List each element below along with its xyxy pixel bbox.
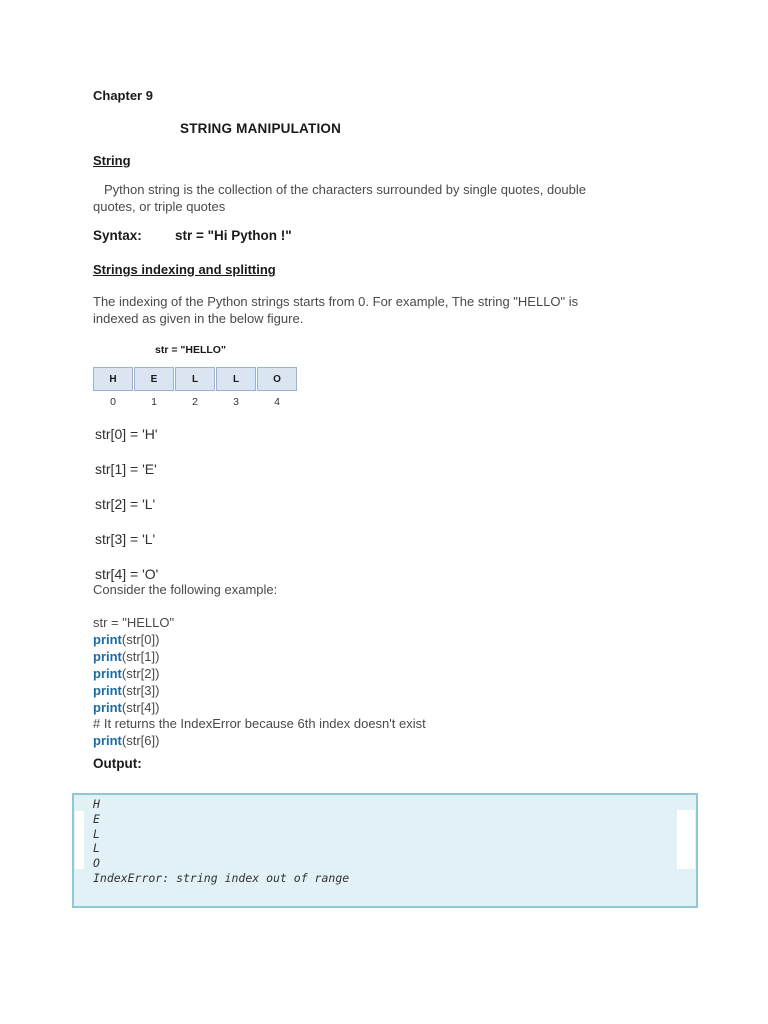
keyword: print	[93, 631, 122, 647]
syntax-label: Syntax:	[93, 228, 142, 243]
syntax-line	[93, 228, 292, 243]
index-example-line: str[4] = 'O'	[95, 566, 159, 582]
keyword: print	[93, 665, 122, 681]
code-text: (str[3])	[121, 682, 160, 698]
index-number: 1	[151, 396, 157, 408]
index-number: 2	[192, 396, 198, 408]
paragraph-line: quotes, or triple quotes	[93, 198, 226, 214]
code-line	[93, 615, 426, 632]
white-artifact-right	[677, 810, 695, 869]
console-output-text	[93, 797, 349, 886]
code-text: str = "HELLO"	[93, 615, 175, 630]
paragraph-indexing-intro	[93, 294, 673, 327]
output-line: L	[93, 826, 100, 841]
keyword: print	[93, 733, 122, 749]
code-text: (str[6])	[121, 733, 160, 749]
index-number: 3	[233, 396, 239, 408]
table-cell: E	[134, 367, 174, 391]
section-heading-indexing: Strings indexing and splitting	[93, 262, 276, 277]
code-line	[93, 632, 426, 649]
index-example-line: str[2] = 'L'	[95, 496, 156, 512]
paragraph-line: Python string is the collection of the characters surrounded by single quotes, double	[104, 182, 587, 197]
paragraph-line: indexed as given in the below figure.	[93, 310, 304, 326]
code-text: (str[4])	[121, 699, 160, 715]
output-line-error: IndexError: string index out of range	[93, 870, 350, 885]
table-cell: O	[257, 367, 297, 391]
code-line-comment	[93, 716, 426, 733]
code-line	[93, 649, 426, 666]
syntax-value: str = "Hi Python !"	[175, 228, 292, 243]
output-line: H	[93, 797, 100, 811]
index-example-line: str[0] = 'H'	[95, 426, 158, 442]
keyword: print	[93, 699, 122, 715]
index-number-row	[93, 396, 297, 408]
table-cell: L	[175, 367, 215, 391]
code-line	[93, 700, 426, 717]
hello-index-table	[93, 367, 297, 391]
paragraph-string-intro	[93, 182, 673, 215]
table-cell: L	[216, 367, 256, 391]
code-line	[93, 683, 426, 700]
table-cell: H	[93, 367, 133, 391]
chapter-heading: Chapter 9	[93, 88, 153, 103]
output-console-box	[72, 793, 698, 908]
index-number: 0	[110, 396, 116, 408]
code-text: (str[0])	[121, 631, 160, 647]
paragraph-line: The indexing of the Python strings starts from 0. For example, The string "HELLO" is	[93, 294, 579, 309]
output-line: E	[93, 811, 100, 826]
code-text: (str[2])	[121, 665, 160, 681]
output-line: O	[93, 856, 100, 871]
page-title: STRING MANIPULATION	[180, 121, 342, 136]
code-text: (str[1])	[121, 648, 160, 664]
code-text: # It returns the IndexError because 6th index doesn't exist	[93, 716, 426, 732]
keyword: print	[93, 682, 122, 698]
code-line	[93, 666, 426, 683]
section-heading-string: String	[93, 153, 131, 168]
figure-caption: str = "HELLO"	[155, 344, 226, 356]
white-artifact-left	[75, 811, 84, 869]
code-block	[93, 615, 426, 750]
index-example-line: str[1] = 'E'	[95, 461, 157, 477]
consider-text: Consider the following example:	[93, 582, 278, 597]
index-example-line: str[3] = 'L'	[95, 531, 156, 547]
index-number: 4	[274, 396, 280, 408]
output-heading: Output:	[93, 756, 142, 771]
output-line: L	[93, 841, 100, 856]
code-line	[93, 733, 426, 750]
keyword: print	[93, 648, 122, 664]
